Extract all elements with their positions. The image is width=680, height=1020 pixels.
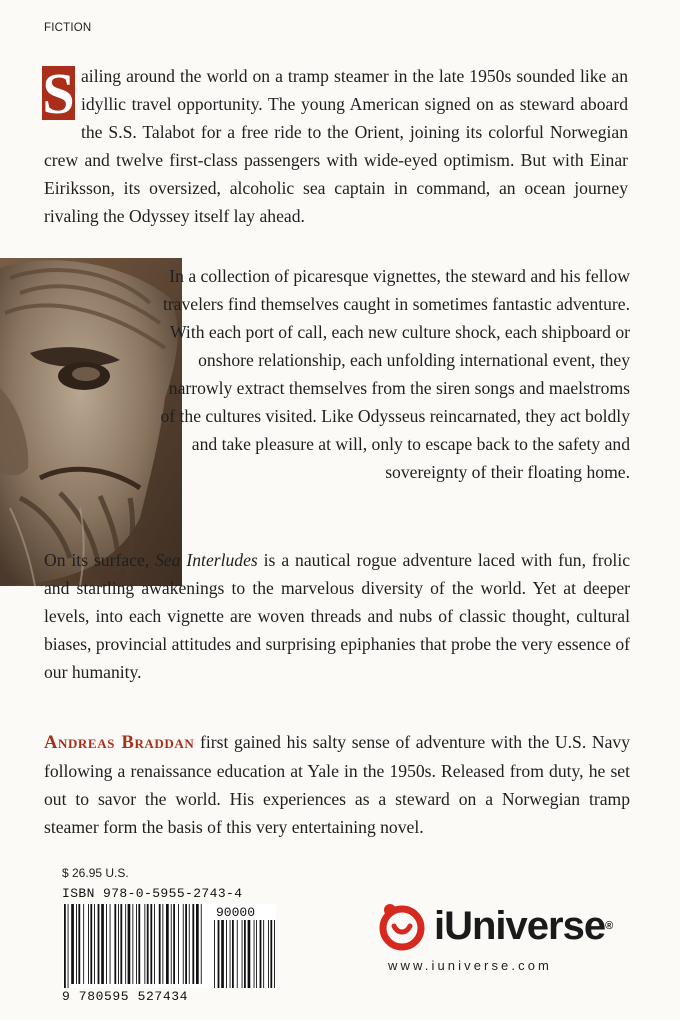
- barcode-bar: [118, 904, 119, 984]
- author-bio-paragraph: [44, 728, 630, 841]
- barcode-bar: [106, 904, 107, 984]
- iuniverse-logo: [376, 898, 614, 958]
- barcode-bar: [88, 904, 89, 984]
- barcode-addon-bar: [230, 920, 231, 988]
- barcode-addon-bar: [214, 920, 215, 988]
- iuniverse-swoosh-icon: [376, 900, 428, 952]
- barcode-bar: [128, 904, 131, 984]
- barcode-bar: [154, 904, 155, 984]
- barcode-bar: [125, 904, 126, 984]
- barcode-bar: [166, 904, 169, 984]
- bronze-head-statue-image: [0, 258, 182, 586]
- price-label: $ 26.95 U.S.: [62, 866, 129, 880]
- isbn-label: ISBN 978-0-5955-2743-4: [62, 886, 243, 901]
- barcode-bar: [94, 904, 95, 984]
- barcode-addon-bar: [244, 920, 246, 988]
- barcode-ean-digits: 9 780595 527434: [62, 989, 189, 1004]
- drop-cap: S: [42, 61, 75, 126]
- barcode-bar: [114, 904, 116, 984]
- author-name: Andreas Braddan: [44, 733, 195, 753]
- barcode-bar: [171, 904, 172, 984]
- barcode-addon-bar: [226, 920, 227, 988]
- barcode-bar: [64, 904, 66, 988]
- barcode-bar: [76, 904, 77, 984]
- barcode-bar: [201, 904, 202, 984]
- barcode-bar: [138, 904, 140, 984]
- barcode-bar: [132, 904, 133, 984]
- barcode-addon-bar: [256, 920, 257, 988]
- blurb-paragraph-3-text: is a nautical rogue adventure laced with fun, frolic and startling awakenings to the marvelous diversity of the world. Yet at deeper levels, into each vignette are woven threads and nubs of classic thought, cultural biases, provincial attitudes and surprising epiphanies that probe the very essence of our humanity.: [44, 550, 631, 682]
- publisher-url: www.iuniverse.com: [388, 958, 552, 973]
- barcode-addon-bar: [254, 920, 255, 988]
- barcode-bar: [183, 904, 184, 984]
- barcode-bar: [147, 904, 149, 984]
- publisher-name-text: iUniverse: [434, 904, 606, 948]
- barcode-bar: [101, 904, 104, 984]
- barcode-bar: [162, 904, 163, 984]
- barcode-bar: [120, 904, 122, 984]
- barcode-bar: [83, 904, 84, 984]
- barcode-bar: [196, 904, 199, 984]
- barcode-bar: [144, 904, 145, 984]
- blurb-paragraph-3: [44, 546, 630, 686]
- barcode-bar: [173, 904, 175, 984]
- barcode-bar: [71, 904, 74, 984]
- book-title-italic: Sea Interludes: [155, 550, 258, 570]
- barcode-addon-bar: [232, 920, 234, 988]
- blurb-paragraph-2: In a collection of picaresque vignettes, the steward and his fellow travelers find themselves caught in sometimes fantastic adventure. With each port of call, each new culture shock, each shipboard or onshore relationship, each unfolding international event, they narrowly extract themselves from the siren songs and maelstroms of the cultures visited. Like Odysseus reincarnated, they act boldly and take pleasure at will, only to escape back to the safety and sovereignty of their floating home.: [160, 266, 630, 482]
- isbn-barcode: [62, 904, 276, 988]
- barcode-addon-bar: [237, 920, 238, 988]
- author-bio-text: first gained his salty sense of adventure with the U.S. Navy following a renaissance education at Yale in the 1950s. Released from duty, he set out to savor the world. His experiences as a steward on a Norwegian tramp steamer form the basis of this very entertaining novel.: [44, 732, 630, 837]
- barcode-addon-bar: [221, 920, 224, 988]
- barcode-bar: [90, 904, 92, 984]
- blurb-paragraph-3-intro: On its surface,: [44, 550, 156, 570]
- barcode-addon-digits: 90000: [216, 905, 256, 920]
- barcode-bar: [178, 904, 179, 984]
- publisher-name: [434, 902, 613, 950]
- barcode-bar: [192, 904, 194, 984]
- genre-label: FICTION: [44, 22, 92, 34]
- barcode-bar: [189, 904, 190, 984]
- barcode-bar: [185, 904, 187, 984]
- barcode-bar: [110, 904, 111, 984]
- registered-mark: ®: [605, 920, 614, 932]
- barcode-addon-bar: [242, 920, 243, 988]
- barcode-addon-bar: [274, 920, 275, 988]
- barcode-addon-bar: [268, 920, 269, 988]
- barcode-bar: [159, 904, 161, 984]
- barcode-bar: [136, 904, 137, 984]
- barcode-addon-bar: [248, 920, 251, 988]
- barcode-bar: [68, 904, 69, 988]
- barcode-bar: [150, 904, 152, 984]
- barcode-bar: [98, 904, 100, 984]
- barcode-addon-bar: [263, 920, 264, 988]
- barcode-addon-bar: [260, 920, 262, 988]
- blurb-paragraph-1-text: ailing around the world on a tramp steamer in the late 1950s sounded like an idyllic travel opportunity. The young American signed on as steward aboard the S.S. Talabot for a free ride to the Orient, joining its colorful Norwegian crew and twelve first-class passengers with wide-eyed optimism. But with Einar Eiriksson, its oversized, alcoholic sea captain in command, an ocean journey rivaling the Odyssey itself lay ahead.: [44, 66, 628, 226]
- barcode-addon-bar: [218, 920, 220, 988]
- barcode-bar: [78, 904, 80, 984]
- barcode-addon-bar: [270, 920, 272, 988]
- blurb-paragraph-1: [44, 62, 628, 230]
